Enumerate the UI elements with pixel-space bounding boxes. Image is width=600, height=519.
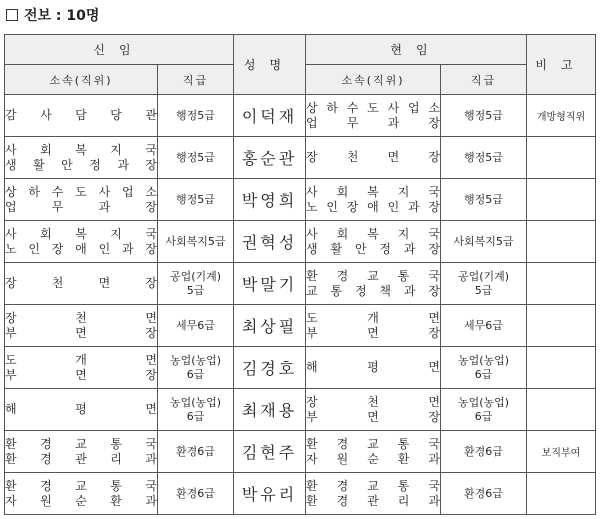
name-cell: 최재용 (234, 389, 306, 431)
current-org-cell (306, 263, 441, 305)
header-new: 신임 (5, 35, 234, 65)
note-cell (527, 221, 596, 263)
new-org-cell (5, 179, 158, 221)
name-cell: 최상필 (234, 305, 306, 347)
org-line: 업 무 과 장 (5, 199, 157, 214)
table-row (5, 95, 596, 137)
section-heading (6, 4, 99, 26)
org-line: 노 인 장 애 인 과 장 (5, 241, 157, 256)
org-line: 환 경 교 통 국 (306, 268, 440, 283)
org-line: 사 회 복 지 국 (306, 226, 440, 241)
table-row (5, 221, 596, 263)
org-line: 환 경 관 리 과 (306, 493, 440, 508)
org-line: 환 경 교 통 국 (306, 436, 440, 451)
new-org-cell (5, 347, 158, 389)
org-line: 도 개 면 (306, 310, 440, 325)
org-line: 환 경 관 리 과 (5, 451, 157, 466)
new-rank-cell: 환경6급 (158, 473, 234, 515)
header-new-rank: 직급 (158, 65, 234, 95)
org-line: 부 면 장 (306, 325, 440, 340)
org-line: 사 회 복 지 국 (306, 184, 440, 199)
org-line: 환 경 교 통 국 (306, 478, 440, 493)
new-org-cell (5, 305, 158, 347)
current-org-cell (306, 305, 441, 347)
name-cell: 이덕재 (234, 95, 306, 137)
current-org-cell (306, 473, 441, 515)
org-line: 노 인 장 애 인 과 장 (306, 199, 440, 214)
new-org-cell (5, 95, 158, 137)
note-cell (527, 347, 596, 389)
new-org-cell (5, 263, 158, 305)
table-row (5, 431, 596, 473)
new-rank-cell: 공업(기계) 5급 (158, 263, 234, 305)
new-org-cell (5, 221, 158, 263)
note-cell (527, 473, 596, 515)
org-line: 사 회 복 지 국 (5, 226, 157, 241)
new-rank-cell: 농업(농업) 6급 (158, 389, 234, 431)
note-cell: 개방형직위 (527, 95, 596, 137)
current-rank-cell: 사회복지5급 (441, 221, 527, 263)
name-cell: 권혁성 (234, 221, 306, 263)
org-line: 상 하 수 도 사 업 소 (306, 100, 440, 115)
transfer-table (4, 34, 596, 515)
org-line: 해 평 면 (306, 360, 440, 374)
header-current-rank: 직급 (441, 65, 527, 95)
current-org-cell (306, 221, 441, 263)
org-line: 자 원 순 환 과 (306, 451, 440, 466)
org-line: 부 면 장 (5, 325, 157, 340)
name-cell: 홍순관 (234, 137, 306, 179)
table-row (5, 473, 596, 515)
table-row (5, 263, 596, 305)
header-name: 성명 (234, 35, 306, 95)
org-line: 업 무 과 장 (306, 115, 440, 130)
new-org-cell (5, 473, 158, 515)
org-line: 생 활 안 정 과 장 (5, 157, 157, 172)
org-line: 부 면 장 (5, 367, 157, 382)
org-line: 자 원 순 환 과 (5, 493, 157, 508)
new-rank-cell: 세무6급 (158, 305, 234, 347)
table-row (5, 137, 596, 179)
new-org-cell (5, 431, 158, 473)
current-rank-cell: 공업(기계) 5급 (441, 263, 527, 305)
org-line: 생 활 안 정 과 장 (306, 241, 440, 256)
current-rank-cell: 환경6급 (441, 473, 527, 515)
current-rank-cell: 행정5급 (441, 179, 527, 221)
new-rank-cell: 행정5급 (158, 137, 234, 179)
org-line: 장 천 면 (5, 310, 157, 325)
note-cell (527, 389, 596, 431)
new-org-cell (5, 137, 158, 179)
current-org-cell (306, 389, 441, 431)
new-rank-cell: 행정5급 (158, 95, 234, 137)
current-org-cell (306, 95, 441, 137)
header-note: 비고 (527, 35, 596, 95)
table-row (5, 347, 596, 389)
org-line: 장 천 면 장 (306, 150, 440, 164)
header-current: 현임 (306, 35, 527, 65)
note-cell (527, 263, 596, 305)
current-rank-cell: 환경6급 (441, 431, 527, 473)
name-cell: 박유리 (234, 473, 306, 515)
org-line: 부 면 장 (306, 409, 440, 424)
current-rank-cell: 농업(농업) 6급 (441, 389, 527, 431)
header-new-org: 소속(직위) (5, 65, 158, 95)
org-line: 교 통 정 책 과 장 (306, 283, 440, 298)
org-line: 감 사 담 당 관 (5, 108, 157, 122)
note-cell: 보직부여 (527, 431, 596, 473)
org-line: 도 개 면 (5, 352, 157, 367)
name-cell: 김경호 (234, 347, 306, 389)
table-row (5, 305, 596, 347)
section-heading-text: 전보 : 10명 (24, 8, 100, 24)
current-org-cell (306, 431, 441, 473)
new-org-cell (5, 389, 158, 431)
table-row (5, 179, 596, 221)
org-line: 해 평 면 (5, 402, 157, 416)
org-line: 상 하 수 도 사 업 소 (5, 184, 157, 199)
new-rank-cell: 행정5급 (158, 179, 234, 221)
current-org-cell (306, 347, 441, 389)
new-rank-cell: 사회복지5급 (158, 221, 234, 263)
current-org-cell (306, 137, 441, 179)
current-rank-cell: 행정5급 (441, 137, 527, 179)
name-cell: 김현주 (234, 431, 306, 473)
current-rank-cell: 세무6급 (441, 305, 527, 347)
note-cell (527, 137, 596, 179)
current-org-cell (306, 179, 441, 221)
header-current-org: 소속(직위) (306, 65, 441, 95)
note-cell (527, 305, 596, 347)
org-line: 환 경 교 통 국 (5, 478, 157, 493)
current-rank-cell: 농업(농업) 6급 (441, 347, 527, 389)
new-rank-cell: 환경6급 (158, 431, 234, 473)
note-cell (527, 179, 596, 221)
org-line: 사 회 복 지 국 (5, 142, 157, 157)
name-cell: 박말기 (234, 263, 306, 305)
name-cell: 박영희 (234, 179, 306, 221)
org-line: 장 천 면 (306, 394, 440, 409)
new-rank-cell: 농업(농업) 6급 (158, 347, 234, 389)
checkbox-square-icon (6, 9, 18, 21)
current-rank-cell: 행정5급 (441, 95, 527, 137)
org-line: 환 경 교 통 국 (5, 436, 157, 451)
org-line: 장 천 면 장 (5, 276, 157, 290)
table-row (5, 389, 596, 431)
